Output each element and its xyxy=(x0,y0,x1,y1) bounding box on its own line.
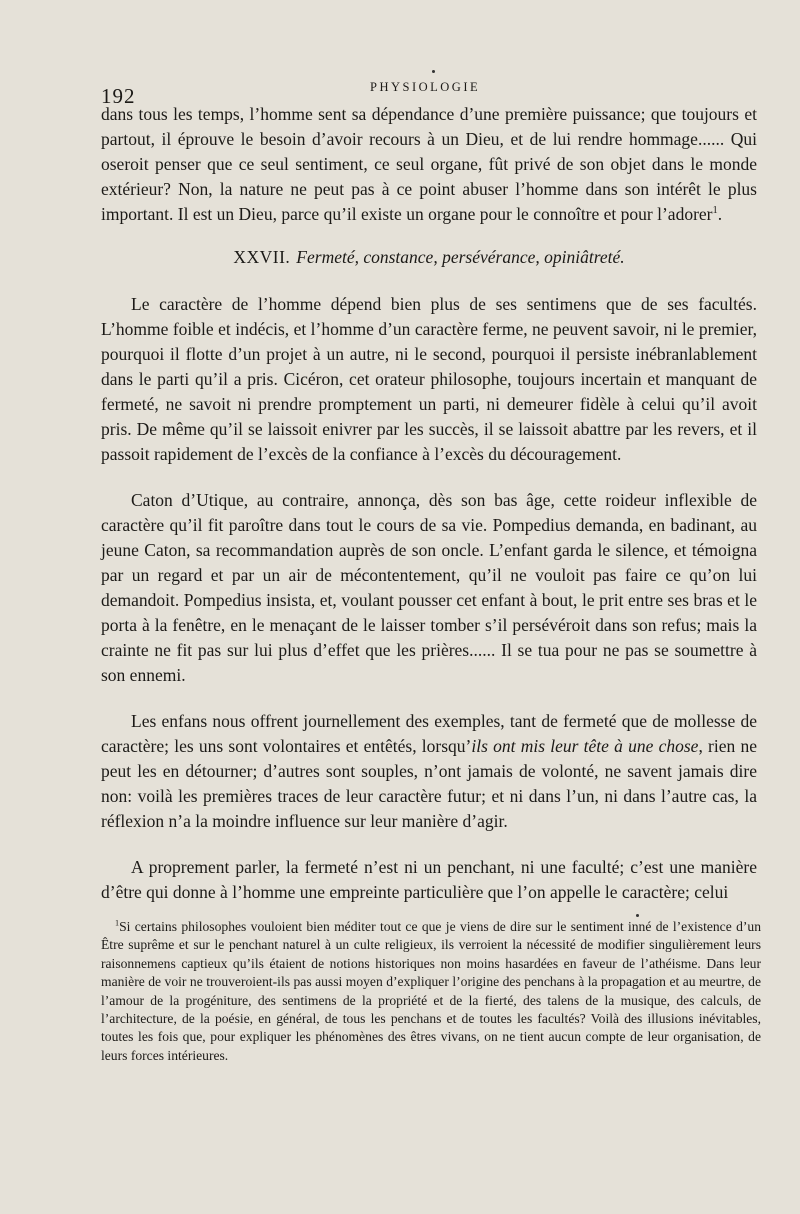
footnotes xyxy=(101,918,761,1065)
body-text xyxy=(101,102,757,905)
paragraph-text: , rien ne peut les en détourner; d’autres sont souples, n’ont jamais de volonté, ne savent jamais dire non: voilà les premières traces de leur caractère futur; et ni dans l’un, ni dans l’autre cas, la réflexion n’a la moindre influence sur leur manière d’agir. xyxy=(101,736,757,831)
footnote-reference: 1 xyxy=(712,205,718,217)
section-title: Fermeté, constance, persévérance, opiniâtreté. xyxy=(296,247,625,267)
running-head: PHYSIOLOGIE xyxy=(370,80,481,94)
footnote xyxy=(101,918,761,1065)
paragraph xyxy=(101,709,757,834)
section-heading xyxy=(101,247,757,268)
paragraph-text: Les enfans nous offrent journellement des exemples, tant de fermeté que de mollesse de caractère; les uns sont volontaires et entêtés, lorsqu’ xyxy=(101,711,757,756)
ink-speck xyxy=(432,70,435,73)
paragraph-text: dans tous les temps, l’homme sent sa dépendance d’une première puissance; que toujours et partout, il éprouve le besoin d’avoir recours à un Dieu, et de lui rendre hommage...... Qui oseroit penser que ce seul sentiment, ce seul organe, fût privé de son objet dans le monde extérieur? Non, la nature ne peut pas à ce point abuser l’homme dans son intérêt le plus important. Il est un Dieu, parce qu’il existe un organe pour le connoître et pour l’adorer xyxy=(101,104,757,224)
italic-phrase: ils ont mis leur tête à une chose xyxy=(471,736,699,756)
paragraph: Caton d’Utique, au contraire, annonça, dès son bas âge, cette roideur inflexible de caractère qu’il fit paroître dans tout le cours de sa vie. Pompedius demanda, en badinant, au jeune Caton, sa recommandation auprès de son oncle. L’enfant garda le silence, et témoigna par un regard et par un air de mécontentement, qu’il ne vouloit pas faire ce qu’on lui demandoit. Pompedius insista, et, voulant pousser cet enfant à bout, le prit entre ses bras et le porta à la fenêtre, en le menaçant de le laisser tomber s’il persévéroit dans son refus; mais la crainte ne fit pas sur lui plus d’effet que les prières...... Il se tua pour ne pas se soumettre à son ennemi. xyxy=(101,490,757,685)
footnote-text: Si certains philosophes vouloient bien méditer tout ce que je viens de dire sur le sentiment inné de l’existence d’un Être suprême et sur le penchant naturel à un culte religieux, ils verroient la nécessité de modifier singulièrement leurs raisonnemens captieux qu’ils étaient de notions historiques non moins hasardées en faveur de l’athéisme. Dans leur manière de voir ne trouveroient-ils pas aussi moyen d’expliquer l’origine des penchans à la propagation et au meurtre, de l’amour de la progéniture, des sentimens de la propriété et de la fierté, des talens de la musique, des calculs, de l’architecture, de la poésie, en général, de tous les penchans et de toutes les facultés? Voilà des illusions inévitables, toutes les fois que, pour expliquer les phénomènes des êtres vivans, on ne tient aucun compte de leur organisation, de leurs forces intérieures. xyxy=(101,919,761,1063)
page-number: 192 xyxy=(101,84,136,108)
paragraph-end: . xyxy=(717,204,723,224)
footnote-mark: 1 xyxy=(115,918,120,928)
ink-speck xyxy=(636,914,639,917)
section-number: XXVII. xyxy=(233,247,291,267)
paragraph: A proprement parler, la fermeté n’est ni un penchant, ni une faculté; c’est une manière d’être qui donne à l’homme une empreinte particulière que l’on appelle le caractère; celui xyxy=(101,857,757,902)
paragraph-continued xyxy=(101,102,757,227)
paragraph: Le caractère de l’homme dépend bien plus de ses sentimens que de ses facultés. L’homme foible et indécis, et l’homme d’un caractère ferme, ne peuvent savoir, ni le premier, pourquoi il flotte d’un projet à un autre, ni le second, pourquoi il persiste inébranlablement dans le parti qu’il a pris. Cicéron, cet orateur philosophe, toujours incertain et manquant de fermeté, ne savoit ni prendre promptement un parti, ni demeurer fidèle à celui qu’il avoit pris. De même qu’il se laissoit enivrer par les succès, il se laissoit abattre par les revers, et il passoit rapidement de l’excès de la confiance à l’excès du découragement. xyxy=(101,294,757,464)
